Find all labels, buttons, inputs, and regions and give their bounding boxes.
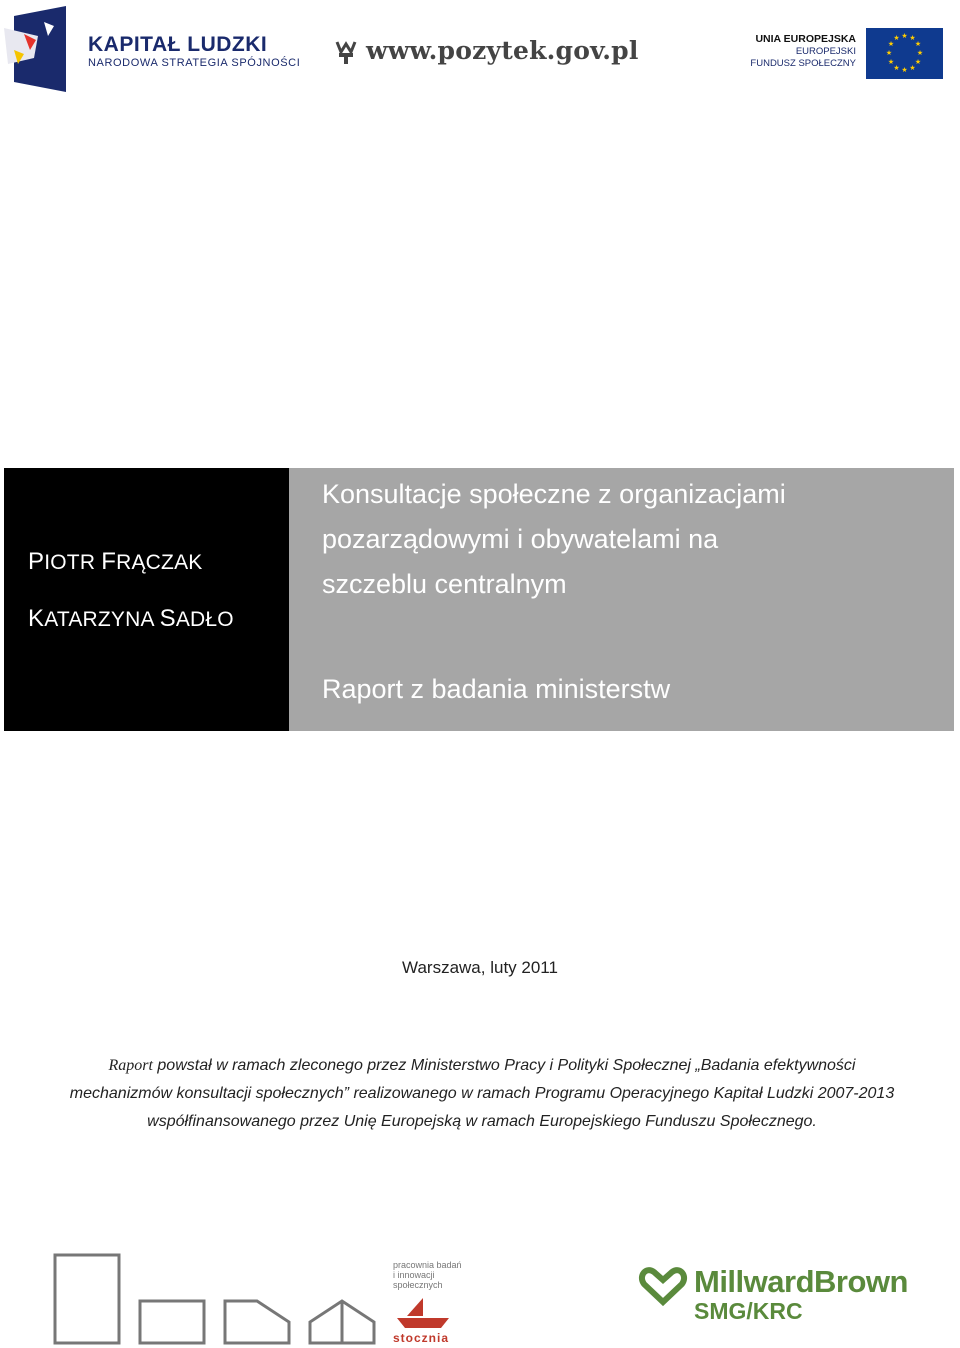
header-logos [0, 0, 960, 100]
stocznia-line3: społecznych [393, 1280, 443, 1290]
svg-text:★: ★ [901, 66, 908, 74]
house-outline-shapes-logo [52, 1252, 382, 1346]
author-2 [28, 605, 234, 633]
note-line-3: współfinansowanego przez Unię Europejską w ramach Europejskiego Funduszu Społecznego. [147, 1113, 817, 1130]
author-1 [28, 548, 203, 576]
millward-brown-sub: SMG/KRC [694, 1298, 803, 1324]
pozytek-url: www.pozytek.gov.pl [366, 36, 639, 65]
svg-text:★: ★ [909, 34, 916, 42]
svg-text:★: ★ [887, 58, 895, 66]
kapital-ludzki-subtitle: NARODOWA STRATEGIA SPÓJNOŚCI [88, 57, 301, 69]
stocznia-line1: pracownia badań [393, 1260, 462, 1270]
ue-line1: UNIA EUROPEJSKA [755, 33, 856, 45]
report-title [322, 472, 922, 607]
millward-brown-name: MillwardBrown [694, 1264, 908, 1299]
stocznia-logo [393, 1260, 471, 1346]
stocznia-name: stocznia [393, 1331, 450, 1345]
svg-text:★: ★ [916, 49, 924, 57]
funding-note [8, 1052, 956, 1136]
stocznia-line2: i innowacji [393, 1270, 435, 1280]
svg-text:★: ★ [893, 34, 900, 42]
note-line-1-text: powstał w ramach zleconego przez Ministerstwo Pracy i Polityki Społecznej „Badania efektywności [152, 1057, 856, 1074]
kapital-ludzki-title: KAPITAŁ LUDZKI [88, 33, 268, 56]
svg-text:★: ★ [885, 49, 893, 57]
millward-brown-logo [638, 1262, 928, 1332]
title-line-1: Konsultacje społeczne z organizacjami [322, 479, 786, 509]
ue-line2: EUROPEJSKI [795, 46, 856, 57]
boat-icon [393, 1296, 453, 1330]
pozytek-logo [334, 36, 639, 65]
svg-text:★: ★ [887, 40, 895, 48]
svg-text:★: ★ [909, 64, 916, 72]
svg-text:★: ★ [914, 58, 922, 66]
date-line: Warszawa, luty 2011 [402, 958, 558, 977]
ue-line3: FUNDUSZ SPOŁECZNY [750, 58, 856, 69]
eu-flag-icon [866, 28, 943, 79]
pozytek-people-icon [334, 38, 358, 64]
millward-brown-heart-icon [638, 1266, 688, 1306]
svg-text:★: ★ [901, 32, 908, 40]
note-line-1 [8, 1052, 956, 1080]
report-subtitle: Raport z badania ministerstw [322, 674, 671, 704]
kapital-ludzki-logo [88, 34, 300, 70]
authors-panel [4, 468, 289, 731]
note-line-2: mechanizmów konsultacji społecznych” realizowanego w ramach Programu Operacyjnego Kapitał Ludzki 2007-2013 [69, 1085, 895, 1102]
kapital-ludzki-logo-icon [4, 6, 66, 92]
note-first-word: Raport [108, 1057, 153, 1074]
title-line-2: pozarządowymi i obywatelami na [322, 524, 719, 554]
svg-text:★: ★ [914, 40, 922, 48]
title-line-3: szczeblu centralnym [322, 569, 567, 599]
ue-text [750, 33, 856, 70]
svg-text:★: ★ [893, 64, 900, 72]
author-1-name: PIOTR FRĄCZAK [28, 548, 203, 575]
author-2-name: KATARZYNA SADŁO [28, 605, 234, 632]
